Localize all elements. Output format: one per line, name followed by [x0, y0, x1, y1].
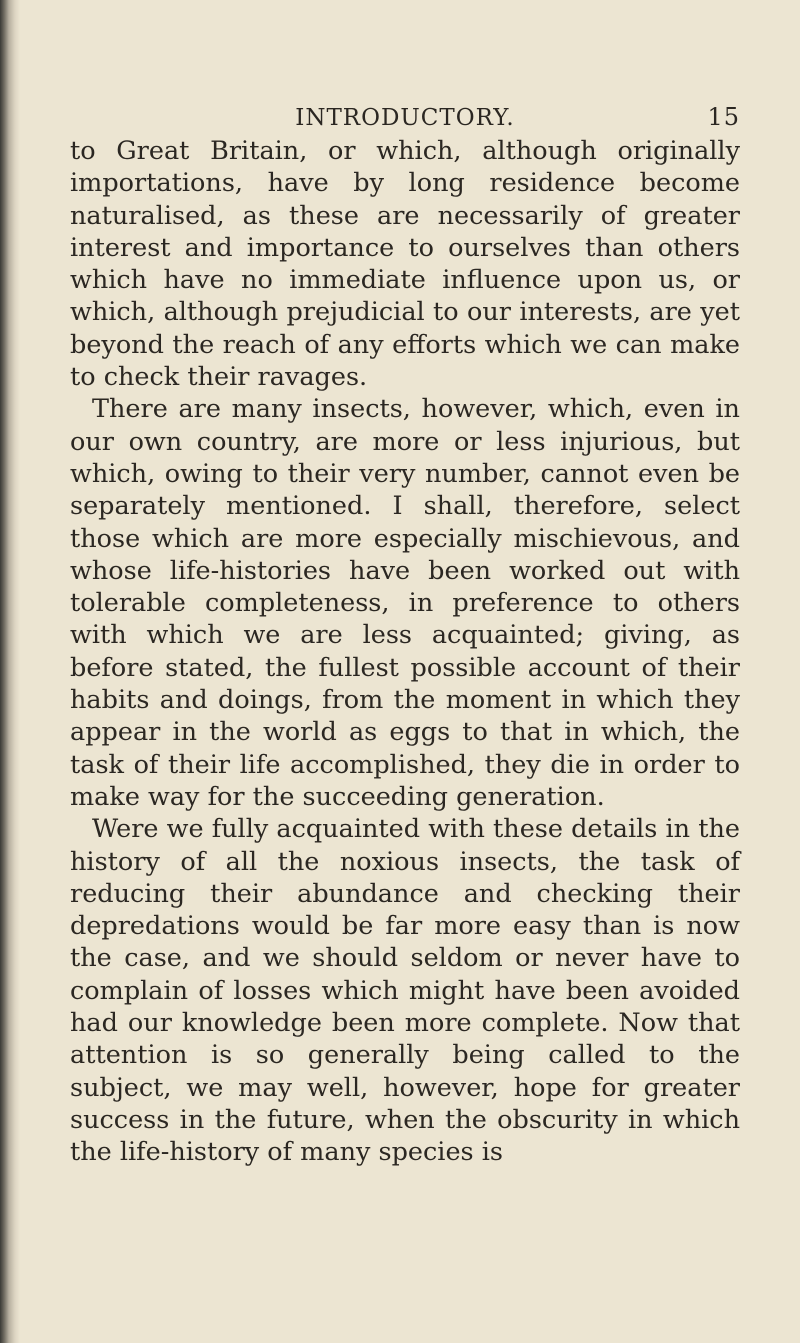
page-body: [70, 135, 740, 1169]
book-binding-gutter: [0, 0, 20, 1343]
page-header: [70, 95, 740, 135]
paragraph-continued: to Great Britain, or which, although originally importations, have by long residence become naturalised, as these are necessarily of greater interest and importance to ourselves than others which have no immediate influence upon us, or which, although prejudicial to our interests, are yet beyond the reach of any efforts which we can make to check their ravages.: [70, 136, 740, 393]
paragraph-knowledge: Were we fully acquainted with these details in the history of all the noxious insects, the task of reducing their abundance and checking their depredations would be far more easy than is now the case, and we should seldom or never have to complain of losses which might have been avoided had our knowledge been more complete. Now that attention is so generally being called to the subject, we may well, however, hope for greater success in the future, when the obscurity in which the life-history of many species is: [70, 814, 740, 1168]
page-number: 15: [707, 103, 740, 131]
running-head: INTRODUCTORY.: [295, 105, 515, 131]
paragraph-insects-selection: There are many insects, however, which, even in our own country, are more or less injurious, but which, owing to their very number, cannot even be separately mentioned. I shall, therefore, select those which are more especially mischievous, and whose life-histories have been worked out with tolerable completeness, in preference to others with which we are less acquainted; giving, as before stated, the fullest possible account of their habits and doings, from the moment in which they appear in the world as eggs to that in which, the task of their life accomplished, they die in order to make way for the succeeding generation.: [70, 394, 740, 812]
book-page: [70, 95, 740, 1169]
